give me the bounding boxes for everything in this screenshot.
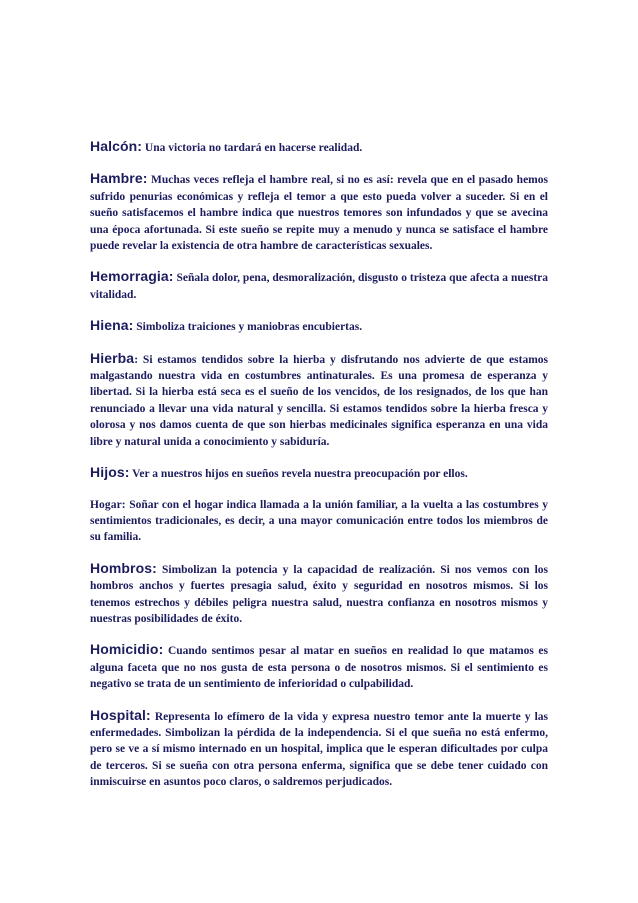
entry-term: Hombros: — [90, 559, 157, 576]
entry-definition: Soñar con el hogar indica llamada a la unión familiar, a la vuelta a las costumbres y sentimientos tradicionales, es decir, a una mayor comunicación entre todos los miembros de su familia. — [90, 498, 548, 544]
entry-definition: Cuando sentimos pesar al matar en sueños en realidad lo que matamos es alguna faceta que no nos gusta de esta persona o de nosotros mismos. Si el sentimiento es negativo se trata de un sentimiento de inferioridad o culpabilidad. — [90, 645, 548, 691]
entry-term: Hogar: — [90, 498, 126, 511]
entry-term: Hiena: — [90, 317, 134, 334]
entry-halcon — [90, 138, 548, 156]
entry-hambre — [90, 170, 548, 254]
entry-definition: Simboliza traiciones y maniobras encubiertas. — [133, 321, 363, 334]
entry-homicidio — [90, 641, 548, 692]
entry-term: Halcón: — [90, 138, 143, 154]
entry-term: Hospital: — [90, 706, 151, 723]
entry-definition: Ver a nuestros hijos en sueños revela nuestra preocupación por ellos. — [129, 468, 468, 481]
entry-definition: : Si estamos tendidos sobre la hierba y disfrutando nos advierte de que estamos malgastando nuestra vida en costumbres antinaturales. Es una promesa de esperanza y libertad. Si la hierba está seca es el sueño de los vencidos, de los resignados, de los que han renunciado a llevar una vida natural y sencilla. Si estamos tendidos sobre la hierba fresca y olorosa y nos damos cuenta de que son hierbas medicinales significa esperanza en una vida libre y natural unida a conocimiento y sabiduría. — [90, 353, 548, 448]
entry-term: Hemorragia: — [90, 268, 174, 285]
entry-hijos — [90, 464, 548, 482]
entry-definition: Representa lo efímero de la vida y expresa nuestro temor ante la muerte y las enfermedades. Simbolizan la pérdida de la independencia. Si el que sueña no está enfermo, pero se ve a sí mismo internado en un hospital, implica que le esperan dificultades por culpa de terceros. Si se sueña con otra persona enferma, significa que se debe tener cuidado con inmiscuirse en asuntos poco claros, o saldremos perjudicados. — [90, 710, 548, 789]
entry-hombros — [90, 560, 548, 628]
entry-definition: Señala dolor, pena, desmoralización, disgusto o tristeza que afecta a nuestra vitalidad. — [90, 272, 548, 301]
entry-definition: Simbolizan la potencia y la capacidad de realización. Si nos vemos con los hombros anchos y fuertes presagia salud, éxito y seguridad en nosotros mismos. Si los tenemos estrechos y débiles peligra nuestra salud, nuestra confianza en nosotros mismos y nuestras posibilidades de éxito. — [90, 563, 548, 625]
entry-hiena — [90, 317, 548, 335]
entry-definition: Una victoria no tardará en hacerse realidad. — [142, 142, 363, 154]
document-page — [90, 138, 548, 791]
entry-hierba — [90, 350, 548, 450]
entry-term: Hierba — [90, 349, 135, 366]
entry-hemorragia — [90, 268, 548, 303]
entry-term: Homicidio: — [90, 641, 164, 658]
entry-hospital — [90, 707, 548, 791]
entry-term: Hijos: — [90, 464, 130, 481]
entry-hogar — [90, 497, 548, 546]
entry-term: Hambre: — [90, 170, 148, 187]
entry-definition: Muchas veces refleja el hambre real, si no es así: revela que en el pasado hemos sufrido penurias económicas y refleja el temor a que esto pueda volver a suceder. Si en el sueño satisfacemos el hambre indica que nuestros temores son infundados y que se avecina una época afortunada. Si este sueño se repite muy a menudo y nunca se satisface el hambre puede revelar la existencia de otra hambre de características sexuales. — [90, 174, 548, 253]
